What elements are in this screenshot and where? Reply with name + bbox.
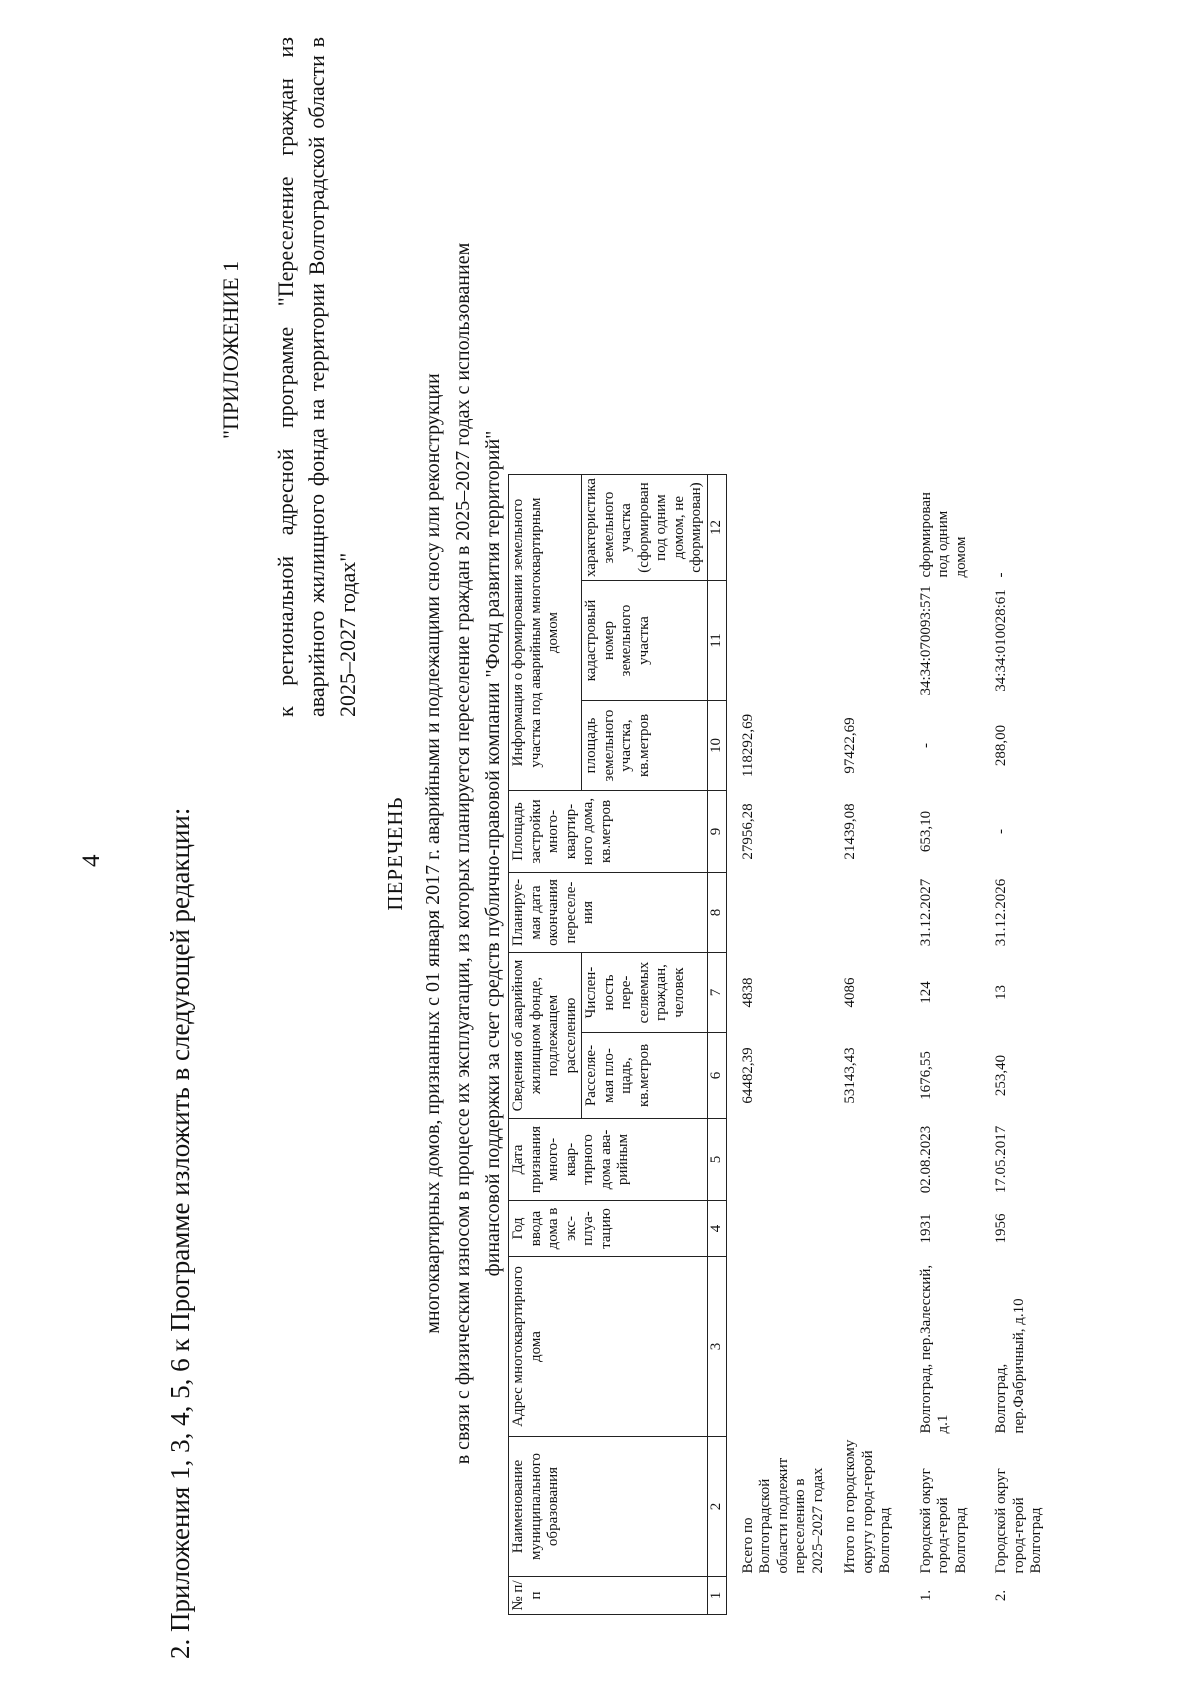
cell-num: [739, 1577, 842, 1615]
column-number-row: [707, 475, 726, 1615]
cell-planned-end: [841, 873, 917, 953]
header-row: [509, 475, 582, 1615]
cell-municipality: Городской округ город-герой Волгоград: [993, 1468, 1044, 1574]
table-row: [917, 475, 993, 1615]
col-header-emergency-group: Сведения об аварийном жилищном фонде, подлежащем расселению: [509, 953, 582, 1119]
column-number: 8: [707, 873, 726, 953]
cell-building-area: 21439,08: [842, 803, 858, 860]
document-subtitle: [418, 0, 508, 1707]
column-number: 10: [707, 701, 726, 791]
cell-land-area: 97422,69: [842, 717, 858, 774]
column-number: 2: [707, 1437, 726, 1577]
appendix-text: к региональной адресной программе "Переселение граждан из аварийного жилищного фонда на территории Волгоградской области в 2025–2027 годах": [273, 37, 360, 717]
cell-people: 13: [993, 985, 1009, 1000]
cell-building-area: 27956,28: [739, 803, 756, 860]
col-header-building-area: Площадь застройки много-квартир-ного дома, кв.метров: [509, 791, 708, 873]
column-number: 3: [707, 1257, 726, 1437]
col-header-area: Расселяе-мая пло-щадь, кв.метров: [582, 1033, 708, 1119]
subtitle-line: многоквартирных домов, признанных с 01 января 2017 г. аварийными и подлежащими сносу или реконструкции: [422, 373, 444, 1334]
cell-area: 53143,43: [842, 1047, 858, 1104]
cell-num: 1.: [917, 1589, 934, 1602]
cell-date: 17.05.2017: [993, 1125, 1009, 1194]
cell-year: [841, 1201, 917, 1257]
cell-municipality: Всего по Волгоградской области подлежит переселению в 2025–2027 годах: [739, 1457, 826, 1574]
col-header-land-area: площадь земельного участка, кв.метров: [582, 701, 708, 791]
col-header-cadastral: кадастровый номер земельного участка: [582, 581, 708, 701]
col-header-address: Адрес многоквартирного дома: [509, 1257, 708, 1437]
cell-cadastral: [739, 581, 842, 701]
cell-municipality: Итого по городскому округу город-герой Волгоград: [842, 1439, 893, 1574]
cell-year: 1931: [917, 1213, 934, 1244]
cell-date: [841, 1119, 917, 1201]
table-row: [992, 475, 1047, 1615]
cell-people: 124: [917, 981, 934, 1004]
cell-num: [841, 1577, 917, 1615]
cell-date: 02.08.2023: [917, 1125, 934, 1194]
cell-address: [841, 1257, 917, 1437]
column-number: 6: [707, 1033, 726, 1119]
column-number: 5: [707, 1119, 726, 1201]
cell-municipality: Городской округ город-герой Волгоград: [917, 1468, 969, 1574]
resettlement-table: [508, 474, 1047, 1615]
subtitle-line: в связи с физическим износом в процессе их эксплуатации, из которых планируется переселение граждан в 2025–2027 годах с использованием: [452, 242, 474, 1465]
table-row-total: [739, 475, 842, 1615]
cell-address: [739, 1257, 842, 1437]
col-header-date-recognized: Дата признания много-квар-тирного дома ава-рийным: [509, 1119, 708, 1201]
cell-address: Волгоград, пер.Фабричный, д.10: [993, 1298, 1027, 1434]
table-row-subtotal: [841, 475, 917, 1615]
cell-year: 1956: [993, 1213, 1009, 1244]
cell-building-area: -: [993, 829, 1009, 834]
cell-land-area: 288,00: [993, 724, 1009, 767]
column-number: 12: [707, 475, 726, 581]
col-header-municipality: Наименование муниципального образования: [509, 1437, 708, 1577]
column-number: 4: [707, 1201, 726, 1257]
column-number: 7: [707, 953, 726, 1033]
cell-address: Волгоград, пер.Залесский, д.1: [917, 1264, 951, 1434]
cell-land-area: -: [917, 743, 934, 748]
cell-planned-end: 31.12.2026: [993, 878, 1009, 947]
cell-land-char: [841, 475, 917, 581]
resettlement-table-container: [508, 474, 1047, 1615]
cell-cadastral: 34:34:010028:61: [993, 589, 1009, 692]
cell-people: 4086: [842, 977, 858, 1008]
column-number: 11: [707, 581, 726, 701]
subtitle-line: финансовой поддержки за счет средств публично-правовой компании "Фонд развития территорий": [482, 430, 504, 1277]
column-number: 9: [707, 791, 726, 873]
cell-people: 4838: [739, 977, 756, 1008]
cell-cadastral: [841, 581, 917, 701]
col-header-land-char: характеристика земельного участка (сформирован под одним домом, не сформирован): [582, 475, 708, 581]
cell-land-char: сформирован под одним домом: [917, 492, 969, 578]
col-header-land-group: Информация о формировании земельного участка под аварийным многоквартирным домом: [509, 475, 582, 791]
cell-land-char: -: [993, 572, 1009, 578]
cell-year: [739, 1201, 842, 1257]
cell-area: 64482,39: [739, 1047, 756, 1104]
col-header-people: Числен-ность пере-селяемых граждан, человек: [582, 953, 708, 1033]
column-number: 1: [707, 1577, 726, 1615]
cell-cadastral: 34:34:070093:571: [917, 585, 934, 696]
cell-area: 253,40: [993, 1054, 1009, 1097]
cell-land-char: [739, 475, 842, 581]
intro-text: 2. Приложения 1, 3, 4, 5, 6 к Программе изложить в следующей редакции:: [165, 807, 195, 1659]
cell-land-area: 118292,69: [739, 713, 756, 778]
cell-building-area: 653,10: [917, 810, 934, 853]
col-header-planned-end: Планируе-мая дата окончания переселе-ния: [509, 873, 708, 953]
col-header-num: № п/п: [509, 1577, 708, 1615]
col-header-year: Год ввода дома в экс-плуа-тацию: [509, 1201, 708, 1257]
page-number: 4: [78, 854, 105, 867]
cell-planned-end: [739, 873, 842, 953]
cell-area: 1676,55: [917, 1051, 934, 1100]
cell-date: [739, 1119, 842, 1201]
document-title: ПЕРЕЧЕНЬ: [383, 796, 407, 911]
cell-planned-end: 31.12.2027: [917, 878, 934, 947]
cell-num: 2.: [993, 1589, 1009, 1602]
appendix-title: "ПРИЛОЖЕНИЕ 1: [218, 260, 243, 439]
spacer-row: [726, 475, 739, 1615]
